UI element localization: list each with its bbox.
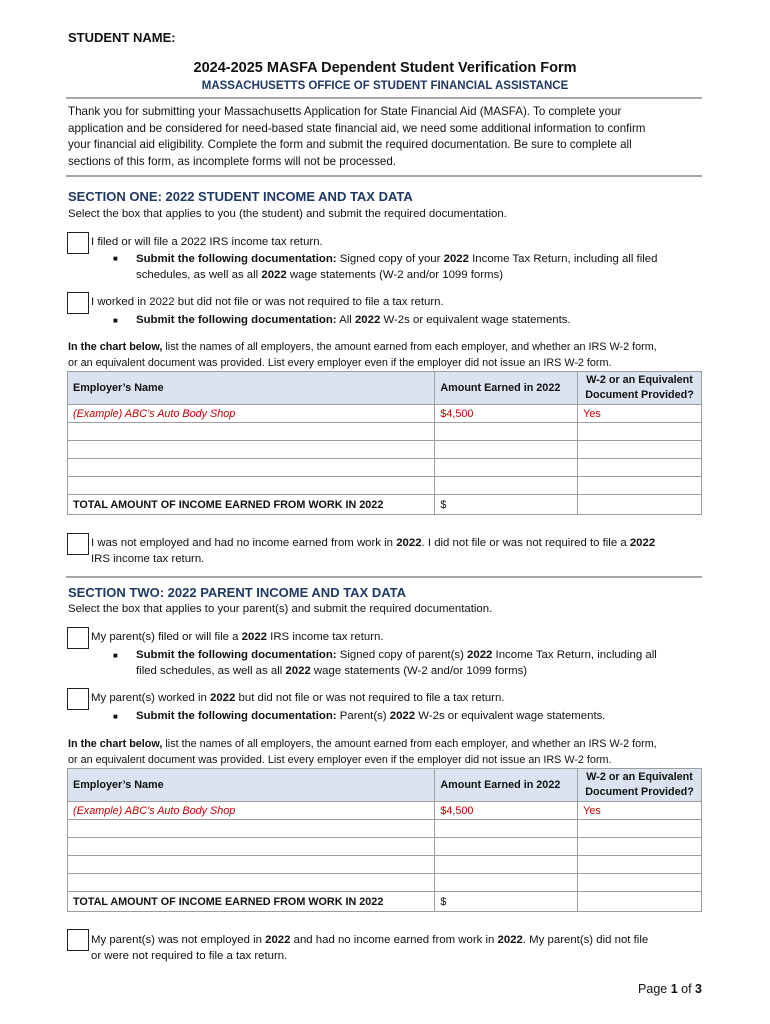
docs-text: W-2s or equivalent wage statements.	[415, 710, 606, 722]
s2-filed-docs	[136, 647, 696, 679]
example-amount: $4,500	[435, 802, 578, 820]
employer-cell[interactable]	[68, 423, 435, 441]
s1-worked-checkbox[interactable]	[67, 292, 89, 314]
col-w2-header-line: Document Provided?	[585, 786, 694, 798]
total-amount-cell[interactable]: $	[435, 495, 578, 515]
w2-cell[interactable]	[578, 856, 702, 874]
student-name-label: STUDENT NAME:	[68, 30, 176, 45]
employer-cell[interactable]	[68, 459, 435, 477]
s1-filed-label: I filed or will file a 2022 IRS income tax return.	[91, 236, 323, 248]
col-amount-header: Amount Earned in 2022	[435, 372, 578, 405]
bullet-icon: ■	[113, 316, 118, 325]
divider	[66, 175, 702, 177]
s2-not-employed-checkbox[interactable]	[67, 929, 89, 951]
option-year: 2022	[629, 537, 656, 549]
docs-year: 2022	[443, 253, 469, 265]
s1-filed-docs	[136, 251, 696, 283]
total-label: TOTAL AMOUNT OF INCOME EARNED FROM WORK IN 2022	[68, 892, 435, 912]
col-employer-header: Employer’s Name	[68, 372, 435, 405]
col-w2-header	[578, 769, 702, 802]
option-year: 2022	[210, 692, 236, 704]
s1-chart-note	[68, 340, 708, 371]
section-one-instruction: Select the box that applies to you (the student) and submit the required documentation.	[68, 208, 507, 220]
docs-text: filed schedules, as well as all	[136, 665, 286, 677]
s1-worked-docs	[136, 312, 696, 328]
amount-cell[interactable]	[435, 423, 578, 441]
example-amount: $4,500	[435, 405, 578, 423]
col-w2-header-line: W-2 or an Equivalent	[586, 771, 693, 783]
docs-text: schedules, as well as all	[136, 269, 262, 281]
docs-text: Signed copy of your	[336, 253, 444, 265]
total-label: TOTAL AMOUNT OF INCOME EARNED FROM WORK IN 2022	[68, 495, 435, 515]
docs-heading: Submit the following documentation:	[136, 314, 337, 326]
chart-note-text: list the names of all employers, the amount earned from each employer, and whether an IRS W-2 form,	[162, 341, 657, 353]
page-text: of	[677, 982, 696, 996]
s2-worked-docs	[136, 708, 696, 724]
section-two-instruction: Select the box that applies to your parent(s) and submit the required documentation.	[68, 603, 493, 615]
example-employer: (Example) ABC’s Auto Body Shop	[68, 802, 435, 820]
docs-text: Signed copy of parent(s)	[336, 649, 468, 661]
w2-cell[interactable]	[578, 423, 702, 441]
employer-cell[interactable]	[68, 838, 435, 856]
chart-note-text: list the names of all employers, the amount earned from each employer, and whether an IRS W-2 form,	[162, 738, 657, 750]
option-text: or were not required to file a tax return.	[91, 950, 288, 962]
example-employer: (Example) ABC’s Auto Body Shop	[68, 405, 435, 423]
option-text: My parent(s) worked in	[91, 692, 211, 704]
s2-chart-note	[68, 737, 708, 768]
form-subtitle: MASSACHUSETTS OFFICE OF STUDENT FINANCIAL ASSISTANCE	[201, 80, 569, 92]
s2-filed-label	[91, 631, 383, 643]
total-empty-cell	[578, 892, 702, 912]
intro-line: your financial aid eligibility. Complete the form and submit the required documentation. Be sure to complete all	[68, 138, 632, 151]
docs-heading: Submit the following documentation:	[136, 710, 337, 722]
employer-cell[interactable]	[68, 477, 435, 495]
divider	[66, 576, 702, 578]
docs-year: 2022	[285, 665, 311, 677]
w2-cell[interactable]	[578, 477, 702, 495]
divider	[66, 97, 702, 99]
amount-cell[interactable]	[435, 477, 578, 495]
amount-cell[interactable]	[435, 441, 578, 459]
docs-text: Income Tax Return, including all filed	[468, 253, 658, 265]
docs-year: 2022	[467, 649, 493, 661]
docs-text: Income Tax Return, including all	[492, 649, 657, 661]
option-text: IRS income tax return.	[91, 553, 205, 565]
chart-note-text: or an equivalent document was provided. List every employer even if the employer did not issue an IRS W-2 form.	[68, 753, 612, 766]
col-amount-header: Amount Earned in 2022	[435, 769, 578, 802]
col-w2-header	[578, 372, 702, 405]
s1-not-employed-checkbox[interactable]	[67, 533, 89, 555]
example-w2: Yes	[578, 405, 702, 423]
option-text: IRS income tax return.	[267, 631, 384, 643]
amount-cell[interactable]	[435, 874, 578, 892]
employer-cell[interactable]	[68, 856, 435, 874]
amount-cell[interactable]	[435, 856, 578, 874]
s1-employer-table	[67, 371, 702, 515]
page-current: 1	[670, 982, 678, 996]
s1-not-employed-label	[91, 535, 711, 567]
s2-worked-label	[91, 692, 504, 704]
option-text: and had no income earned from work in	[290, 934, 498, 946]
s2-worked-checkbox[interactable]	[67, 688, 89, 710]
employer-cell[interactable]	[68, 441, 435, 459]
option-text: I was not employed and had no income earned from work in	[91, 537, 397, 549]
intro-line: Thank you for submitting your Massachusetts Application for State Financial Aid (MASFA). To complete your	[68, 105, 622, 118]
chart-note-lead: In the chart below,	[68, 341, 163, 353]
docs-heading: Submit the following documentation:	[136, 649, 337, 661]
docs-year: 2022	[389, 710, 416, 722]
docs-text: wage statements (W-2 and/or 1099 forms)	[286, 269, 504, 281]
docs-heading: Submit the following documentation:	[136, 253, 337, 265]
col-employer-header: Employer’s Name	[68, 769, 435, 802]
option-year: 2022	[497, 934, 523, 946]
s1-worked-label: I worked in 2022 but did not file or was not required to file a tax return.	[91, 296, 444, 308]
amount-cell[interactable]	[435, 459, 578, 477]
total-empty-cell	[578, 495, 702, 515]
employer-cell[interactable]	[68, 820, 435, 838]
option-text: but did not file or was not required to file a tax return.	[235, 692, 505, 704]
w2-cell[interactable]	[578, 838, 702, 856]
page-total: 3	[695, 982, 702, 996]
intro-line: application and be considered for need-based state financial aid, we need some additional information to confirm	[68, 121, 646, 135]
col-w2-header-line: W-2 or an Equivalent	[586, 374, 693, 386]
section-two-title: SECTION TWO: 2022 PARENT INCOME AND TAX DATA	[68, 585, 407, 600]
docs-year: 2022	[261, 269, 287, 281]
amount-cell[interactable]	[435, 820, 578, 838]
example-w2: Yes	[578, 802, 702, 820]
s2-employer-table	[67, 768, 702, 912]
page-number	[638, 982, 702, 996]
s2-filed-checkbox[interactable]	[67, 627, 89, 649]
s1-filed-checkbox[interactable]	[67, 232, 89, 254]
docs-text: Parent(s)	[336, 710, 390, 722]
col-w2-header-line: Document Provided?	[585, 389, 694, 401]
w2-cell[interactable]	[578, 459, 702, 477]
docs-year: 2022	[354, 314, 381, 326]
section-one-title: SECTION ONE: 2022 STUDENT INCOME AND TAX DATA	[68, 189, 413, 204]
w2-cell[interactable]	[578, 441, 702, 459]
s2-not-employed-label	[91, 932, 711, 964]
bullet-icon: ■	[113, 254, 118, 263]
total-amount-cell[interactable]: $	[435, 892, 578, 912]
option-text: . My parent(s) did not file	[522, 934, 649, 946]
w2-cell[interactable]	[578, 820, 702, 838]
w2-cell[interactable]	[578, 874, 702, 892]
docs-text: W-2s or equivalent wage statements.	[380, 314, 571, 326]
option-year: 2022	[396, 537, 422, 549]
chart-note-lead: In the chart below,	[68, 738, 163, 750]
chart-note-text: or an equivalent document was provided. List every employer even if the employer did not issue an IRS W-2 form.	[68, 356, 612, 369]
amount-cell[interactable]	[435, 838, 578, 856]
bullet-icon: ■	[113, 712, 118, 721]
intro-paragraph	[68, 104, 698, 170]
option-text: My parent(s) was not employed in	[91, 934, 266, 946]
option-year: 2022	[265, 934, 291, 946]
option-text: . I did not file or was not required to file a	[421, 537, 630, 549]
page-text: Page	[638, 982, 671, 996]
docs-text: All	[336, 314, 355, 326]
option-text: My parent(s) filed or will file a	[91, 631, 242, 643]
form-title: 2024-2025 MASFA Dependent Student Verification Form	[193, 60, 577, 76]
employer-cell[interactable]	[68, 874, 435, 892]
bullet-icon: ■	[113, 651, 118, 660]
docs-text: wage statements (W-2 and/or 1099 forms)	[310, 665, 528, 677]
intro-line: sections of this form, as incomplete forms will not be processed.	[68, 154, 396, 168]
option-year: 2022	[241, 631, 267, 643]
